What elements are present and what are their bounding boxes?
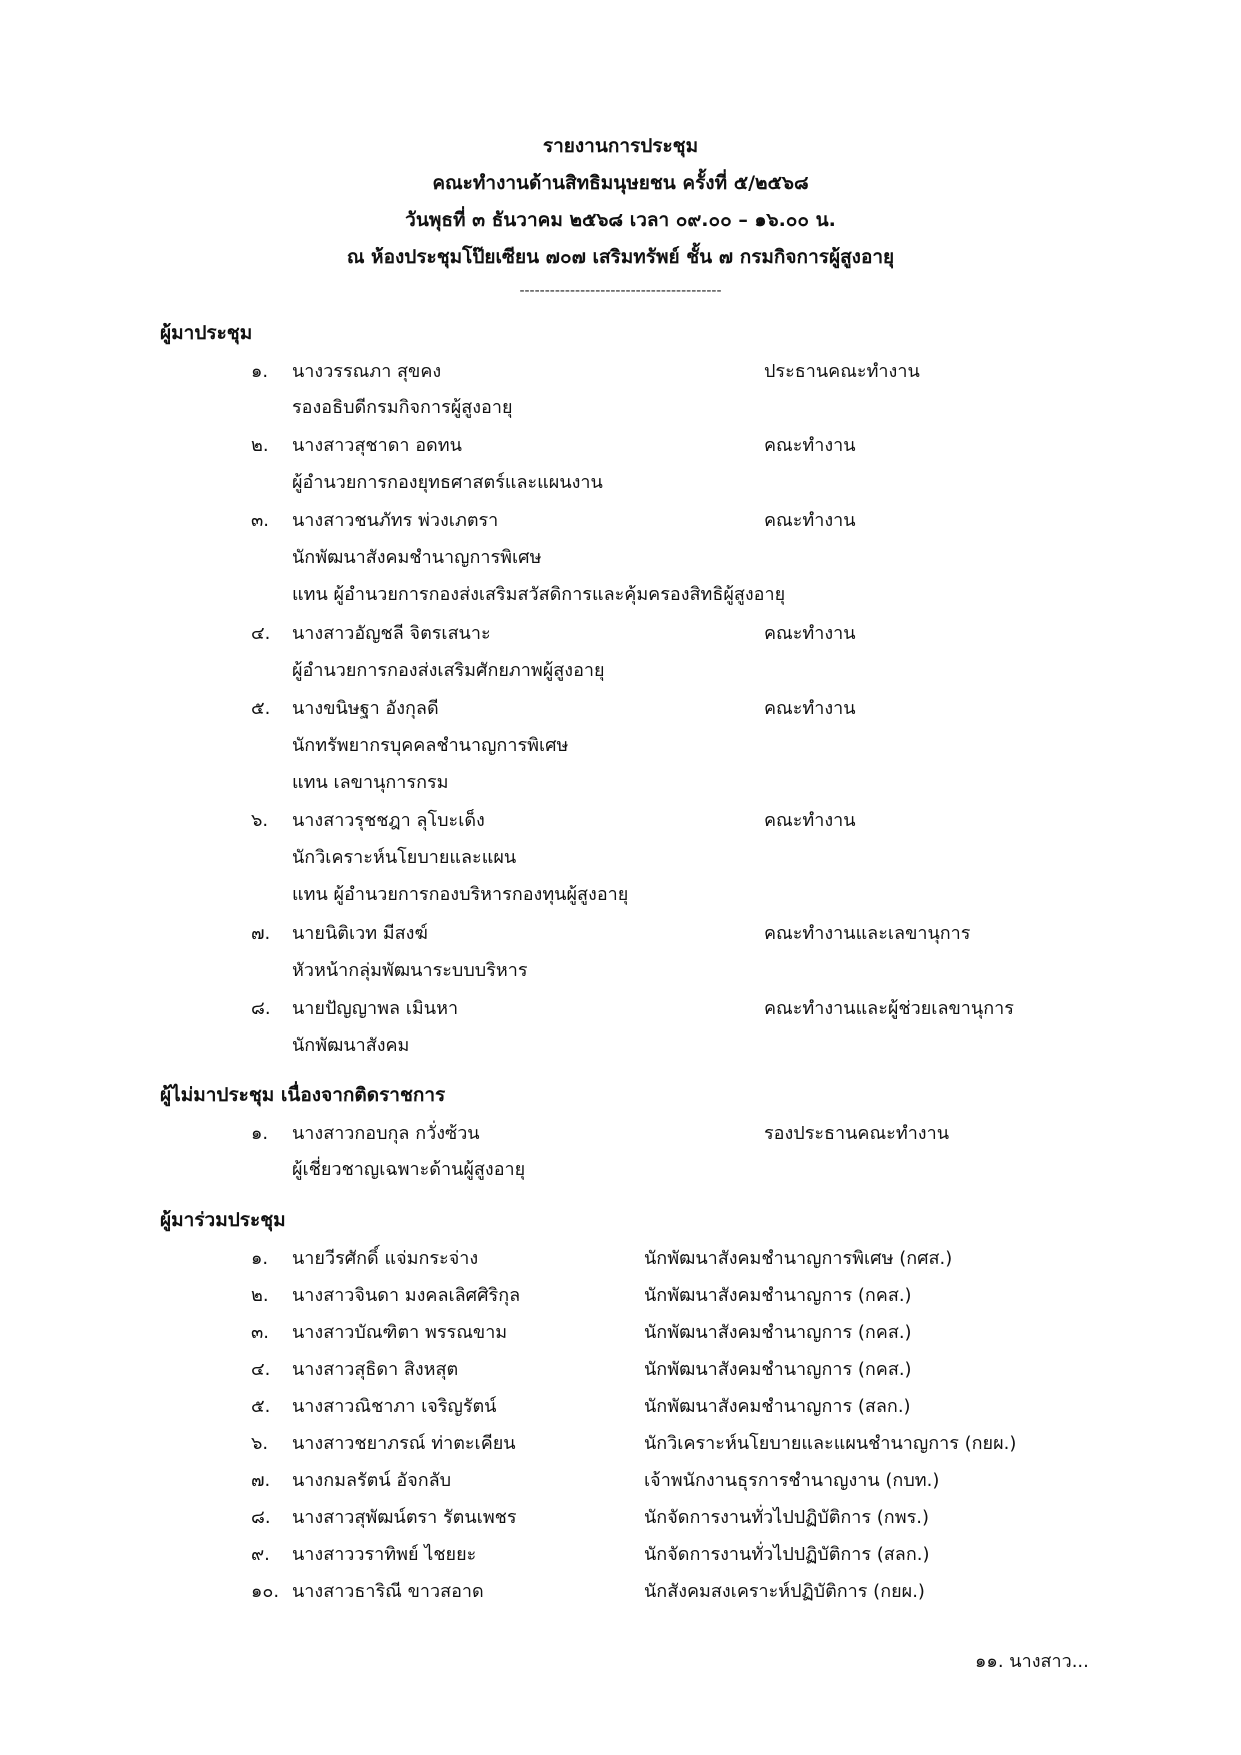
participant-position: นักพัฒนาสังคมชำนาญการ (สลก.) bbox=[644, 1396, 911, 1417]
header-divider: ---------------------------------------- bbox=[519, 283, 722, 299]
participant-name: นายวีรศักดิ์ แจ่มกระจ่าง bbox=[292, 1248, 479, 1269]
attendee-role: คณะทำงาน bbox=[764, 510, 856, 531]
absentee-number: ๑. bbox=[251, 1123, 269, 1144]
participant-name: นางสาวณิชาภา เจริญรัตน์ bbox=[292, 1396, 497, 1417]
absentee-role: รองประธานคณะทำงาน bbox=[764, 1123, 950, 1144]
participant-number: ๘. bbox=[251, 1507, 271, 1528]
attendee-substitute: แทน ผู้อำนวยการกองส่งเสริมสวัสดิการและคุ้มครองสิทธิผู้สูงอายุ bbox=[292, 584, 786, 605]
participant-position: นักพัฒนาสังคมชำนาญการพิเศษ (กศส.) bbox=[644, 1248, 953, 1269]
attendees-section-title: ผู้มาประชุม bbox=[160, 322, 253, 344]
attendee-position: นักวิเคราะห์นโยบายและแผน bbox=[292, 847, 517, 868]
attendee-position: หัวหน้ากลุ่มพัฒนาระบบบริหาร bbox=[292, 960, 528, 981]
participant-position: นักจัดการงานทั่วไปปฏิบัติการ (สลก.) bbox=[644, 1544, 930, 1565]
attendee-name: นางวรรณภา สุขคง bbox=[292, 361, 442, 382]
attendee-position: รองอธิบดีกรมกิจการผู้สูงอายุ bbox=[292, 397, 513, 418]
participant-row bbox=[0, 1392, 1241, 1422]
attendee-role: คณะทำงาน bbox=[764, 435, 856, 456]
attendee-number: ๖. bbox=[251, 810, 269, 831]
attendee-substitute: แทน ผู้อำนวยการกองบริหารกองทุนผู้สูงอายุ bbox=[292, 884, 629, 905]
attendee-number: ๔. bbox=[251, 623, 271, 644]
participants-section-title: ผู้มาร่วมประชุม bbox=[160, 1209, 286, 1231]
participant-position: นักพัฒนาสังคมชำนาญการ (กคส.) bbox=[644, 1322, 912, 1343]
attendee-name: นางสาวชนภัทร พ่วงเภตรา bbox=[292, 510, 499, 531]
participant-row bbox=[0, 1429, 1241, 1459]
participant-row bbox=[0, 1466, 1241, 1496]
absentee-position: ผู้เชี่ยวชาญเฉพาะด้านผู้สูงอายุ bbox=[292, 1159, 526, 1180]
attendee-number: ๗. bbox=[251, 923, 271, 944]
participant-name: นางสาวธาริณี ขาวสอาด bbox=[292, 1581, 484, 1602]
participant-position: นักสังคมสงเคราะห์ปฏิบัติการ (กยผ.) bbox=[644, 1581, 925, 1602]
participant-row bbox=[0, 1355, 1241, 1385]
attendee-role: คณะทำงาน bbox=[764, 698, 856, 719]
attendee-number: ๘. bbox=[251, 998, 271, 1019]
participant-name: นางสาววราทิพย์ ไชยยะ bbox=[292, 1544, 477, 1565]
participant-number: ๓. bbox=[251, 1322, 270, 1343]
page-continuation: ๑๑. นางสาว... bbox=[975, 1651, 1089, 1672]
participant-number: ๒. bbox=[251, 1285, 269, 1306]
participant-row bbox=[0, 1244, 1241, 1274]
report-title: รายงานการประชุม bbox=[542, 135, 699, 157]
attendee-name: นายปัญญาพล เมินหา bbox=[292, 998, 459, 1019]
participant-position: นักจัดการงานทั่วไปปฏิบัติการ (กพร.) bbox=[644, 1507, 929, 1528]
absentee-name: นางสาวกอบกุล กวั่งซ้วน bbox=[292, 1123, 480, 1144]
attendee-row bbox=[0, 919, 1241, 949]
attendee-number: ๕. bbox=[251, 698, 271, 719]
participant-number: ๗. bbox=[251, 1470, 271, 1491]
attendee-row bbox=[0, 357, 1241, 387]
participant-row bbox=[0, 1318, 1241, 1348]
attendee-position: ผู้อำนวยการกองยุทธศาสตร์และแผนงาน bbox=[292, 472, 603, 493]
attendee-position: นักพัฒนาสังคม bbox=[292, 1035, 410, 1056]
participant-name: นางสาวชยาภรณ์ ท่าตะเคียน bbox=[292, 1433, 516, 1454]
participant-number: ๑. bbox=[251, 1248, 269, 1269]
participant-row bbox=[0, 1540, 1241, 1570]
attendee-row bbox=[0, 431, 1241, 461]
participant-name: นางสาวบัณฑิตา พรรณขาม bbox=[292, 1322, 508, 1343]
participant-name: นางสาวจินดา มงคลเลิศศิริกุล bbox=[292, 1285, 521, 1306]
meeting-location: ณ ห้องประชุมโป๊ยเซียน ๗๐๗ เสริมทรัพย์ ชั้น ๗ กรมกิจการผู้สูงอายุ bbox=[346, 246, 895, 268]
participant-name: นางกมลรัตน์ อัจกลับ bbox=[292, 1470, 452, 1491]
absentees-section-title: ผู้ไม่มาประชุม เนื่องจากติดราชการ bbox=[160, 1084, 446, 1106]
attendee-position: นักพัฒนาสังคมชำนาญการพิเศษ bbox=[292, 547, 542, 568]
attendee-number: ๒. bbox=[251, 435, 269, 456]
participant-position: นักพัฒนาสังคมชำนาญการ (กคส.) bbox=[644, 1285, 912, 1306]
participant-number: ๖. bbox=[251, 1433, 269, 1454]
participant-row bbox=[0, 1503, 1241, 1533]
participant-position: นักพัฒนาสังคมชำนาญการ (กคส.) bbox=[644, 1359, 912, 1380]
attendee-role: คณะทำงานและผู้ช่วยเลขานุการ bbox=[764, 998, 1014, 1019]
attendee-row bbox=[0, 806, 1241, 836]
attendee-number: ๓. bbox=[251, 510, 270, 531]
participant-number: ๔. bbox=[251, 1359, 271, 1380]
attendee-row bbox=[0, 694, 1241, 724]
attendee-role: คณะทำงานและเลขานุการ bbox=[764, 923, 971, 944]
attendee-name: นางสาวสุชาดา อดทน bbox=[292, 435, 462, 456]
participant-name: นางสาวสุพัฒน์ตรา รัตนเพชร bbox=[292, 1507, 517, 1528]
attendee-substitute: แทน เลขานุการกรม bbox=[292, 772, 449, 793]
attendee-row bbox=[0, 506, 1241, 536]
attendee-number: ๑. bbox=[251, 361, 269, 382]
document-header bbox=[0, 128, 1241, 276]
attendee-position: นักทรัพยากรบุคคลชำนาญการพิเศษ bbox=[292, 735, 569, 756]
attendee-name: นางขนิษฐา อังกุลดี bbox=[292, 698, 439, 719]
attendee-name: นางสาวรุชชฎา ลุโบะเด็ง bbox=[292, 810, 485, 831]
participant-number: ๕. bbox=[251, 1396, 271, 1417]
participant-position: เจ้าพนักงานธุรการชำนาญงาน (กบท.) bbox=[644, 1470, 940, 1491]
participant-number: ๑๐. bbox=[251, 1581, 280, 1602]
participant-name: นางสาวสุธิดา สิงหสุต bbox=[292, 1359, 459, 1380]
participant-row bbox=[0, 1577, 1241, 1607]
participant-row bbox=[0, 1281, 1241, 1311]
attendee-row bbox=[0, 619, 1241, 649]
participant-position: นักวิเคราะห์นโยบายและแผนชำนาญการ (กยผ.) bbox=[644, 1433, 1017, 1454]
attendee-name: นายนิติเวท มีสงฆ์ bbox=[292, 923, 428, 944]
attendee-row bbox=[0, 994, 1241, 1024]
meeting-datetime: วันพุธที่ ๓ ธันวาคม ๒๕๖๘ เวลา ๐๙.๐๐ – ๑๖.๐๐ น. bbox=[405, 209, 836, 231]
attendee-role: คณะทำงาน bbox=[764, 810, 856, 831]
attendee-role: คณะทำงาน bbox=[764, 623, 856, 644]
attendee-position: ผู้อำนวยการกองส่งเสริมศักยภาพผู้สูงอายุ bbox=[292, 660, 605, 681]
absentee-row bbox=[0, 1119, 1241, 1149]
participant-number: ๙. bbox=[251, 1544, 270, 1565]
committee-title: คณะทำงานด้านสิทธิมนุษยชน ครั้งที่ ๕/๒๕๖๘ bbox=[432, 172, 809, 194]
attendee-role: ประธานคณะทำงาน bbox=[764, 361, 920, 382]
attendee-name: นางสาวอัญชลี จิตรเสนาะ bbox=[292, 623, 491, 644]
